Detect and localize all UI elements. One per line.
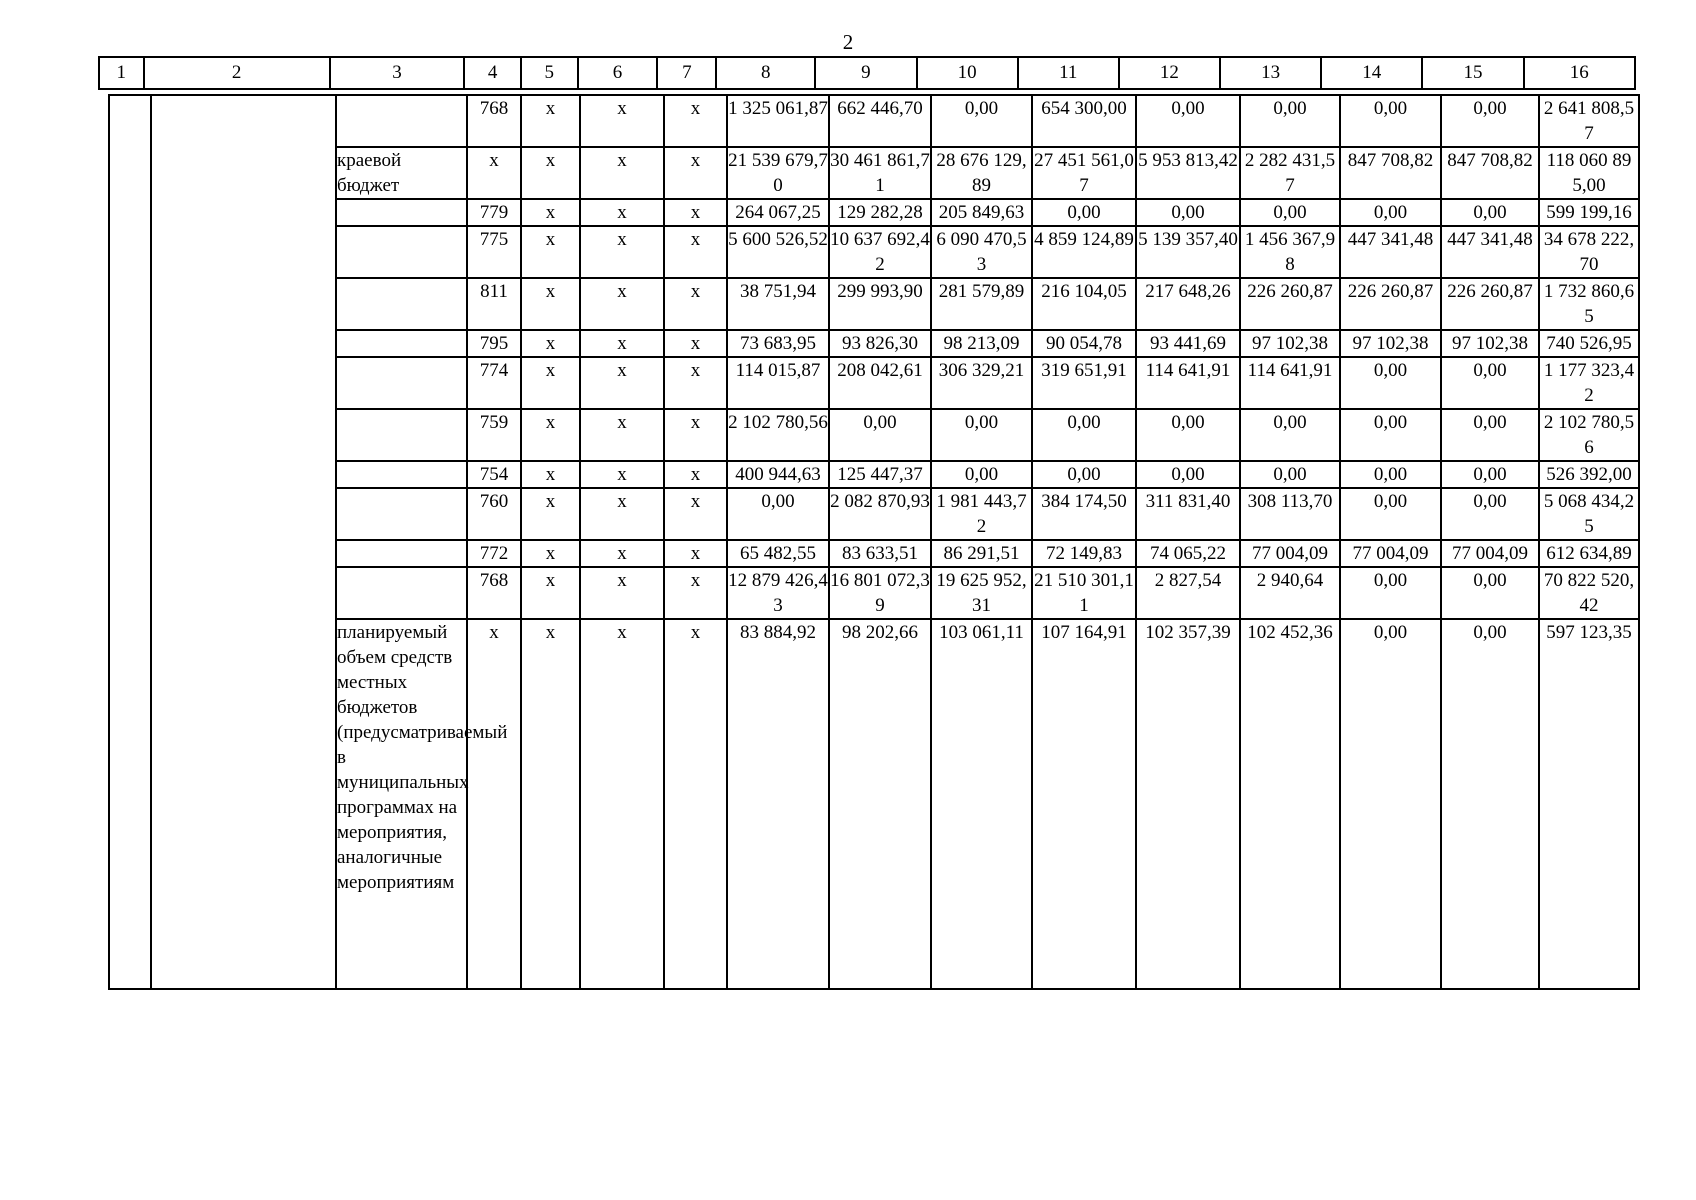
value-cell-col-9: 98 202,66 <box>829 619 931 989</box>
value-cell-col-11: 384 174,50 <box>1032 488 1136 540</box>
value-cell-col-14: 0,00 <box>1340 357 1441 409</box>
table-row <box>109 199 1639 226</box>
col-7-cell: x <box>664 95 727 147</box>
value-cell-col-13: 308 113,70 <box>1240 488 1340 540</box>
budget-source-cell <box>336 409 467 461</box>
value-cell-col-10: 6 090 470,53 <box>931 226 1032 278</box>
value-cell-col-11: 0,00 <box>1032 199 1136 226</box>
value-cell-col-16: 2 641 808,57 <box>1539 95 1639 147</box>
value-cell-col-12: 5 953 813,42 <box>1136 147 1240 199</box>
value-cell-col-13: 1 456 367,98 <box>1240 226 1340 278</box>
value-cell-col-14: 0,00 <box>1340 409 1441 461</box>
value-cell-col-9: 299 993,90 <box>829 278 931 330</box>
column-header-10: 10 <box>917 57 1018 89</box>
code-cell: 811 <box>467 278 521 330</box>
value-cell-col-16: 34 678 222,70 <box>1539 226 1639 278</box>
value-cell-col-11: 21 510 301,11 <box>1032 567 1136 619</box>
value-cell-col-12: 0,00 <box>1136 95 1240 147</box>
value-cell-col-12: 0,00 <box>1136 199 1240 226</box>
value-cell-col-10: 205 849,63 <box>931 199 1032 226</box>
table-row <box>109 330 1639 357</box>
value-cell-col-9: 10 637 692,42 <box>829 226 931 278</box>
value-cell-col-13: 77 004,09 <box>1240 540 1340 567</box>
value-cell-col-8: 400 944,63 <box>727 461 829 488</box>
value-cell-col-14: 226 260,87 <box>1340 278 1441 330</box>
value-cell-col-12: 2 827,54 <box>1136 567 1240 619</box>
value-cell-col-12: 0,00 <box>1136 461 1240 488</box>
value-cell-col-8: 65 482,55 <box>727 540 829 567</box>
column-header-5: 5 <box>521 57 578 89</box>
value-cell-col-11: 0,00 <box>1032 409 1136 461</box>
col-6-cell: x <box>580 488 664 540</box>
col-5-cell: x <box>521 567 580 619</box>
value-cell-col-9: 208 042,61 <box>829 357 931 409</box>
column-header-12: 12 <box>1119 57 1220 89</box>
page-number: 2 <box>842 30 854 54</box>
value-cell-col-16: 1 177 323,42 <box>1539 357 1639 409</box>
table-row <box>109 409 1639 461</box>
budget-source-cell <box>336 461 467 488</box>
col-7-cell: x <box>664 488 727 540</box>
column-header-7: 7 <box>657 57 716 89</box>
value-cell-col-9: 93 826,30 <box>829 330 931 357</box>
value-cell-col-9: 662 446,70 <box>829 95 931 147</box>
table-row <box>109 567 1639 619</box>
table-row <box>109 147 1639 199</box>
value-cell-col-9: 30 461 861,71 <box>829 147 931 199</box>
code-cell: x <box>467 147 521 199</box>
value-cell-col-11: 72 149,83 <box>1032 540 1136 567</box>
col-7-cell: x <box>664 147 727 199</box>
column-header-13: 13 <box>1220 57 1321 89</box>
value-cell-col-10: 281 579,89 <box>931 278 1032 330</box>
value-cell-col-13: 114 641,91 <box>1240 357 1340 409</box>
value-cell-col-16: 526 392,00 <box>1539 461 1639 488</box>
value-cell-col-14: 0,00 <box>1340 95 1441 147</box>
value-cell-col-15: 0,00 <box>1441 409 1539 461</box>
col-5-cell: x <box>521 199 580 226</box>
value-cell-col-14: 97 102,38 <box>1340 330 1441 357</box>
value-cell-col-8: 264 067,25 <box>727 199 829 226</box>
column-header-3: 3 <box>330 57 465 89</box>
table-row <box>109 461 1639 488</box>
value-cell-col-8: 0,00 <box>727 488 829 540</box>
col-5-cell: x <box>521 226 580 278</box>
value-cell-col-13: 0,00 <box>1240 95 1340 147</box>
value-cell-col-8: 38 751,94 <box>727 278 829 330</box>
column-header-row <box>99 57 1635 89</box>
value-cell-col-15: 847 708,82 <box>1441 147 1539 199</box>
column-header-6: 6 <box>578 57 658 89</box>
value-cell-col-16: 599 199,16 <box>1539 199 1639 226</box>
col-7-cell: x <box>664 409 727 461</box>
col-6-cell: x <box>580 540 664 567</box>
value-cell-col-12: 102 357,39 <box>1136 619 1240 989</box>
col-6-cell: x <box>580 147 664 199</box>
value-cell-col-16: 597 123,35 <box>1539 619 1639 989</box>
value-cell-col-14: 447 341,48 <box>1340 226 1441 278</box>
value-cell-col-10: 0,00 <box>931 461 1032 488</box>
value-cell-col-13: 2 282 431,57 <box>1240 147 1340 199</box>
value-cell-col-10: 306 329,21 <box>931 357 1032 409</box>
budget-source-cell <box>336 567 467 619</box>
col-6-cell: x <box>580 619 664 989</box>
code-cell: 754 <box>467 461 521 488</box>
code-cell: 760 <box>467 488 521 540</box>
value-cell-col-12: 114 641,91 <box>1136 357 1240 409</box>
value-cell-col-14: 77 004,09 <box>1340 540 1441 567</box>
col-6-cell: x <box>580 278 664 330</box>
value-cell-col-15: 0,00 <box>1441 567 1539 619</box>
table-row <box>109 95 1639 147</box>
value-cell-col-12: 311 831,40 <box>1136 488 1240 540</box>
col-6-cell: x <box>580 95 664 147</box>
col-5-cell: x <box>521 461 580 488</box>
budget-source-cell <box>336 330 467 357</box>
value-cell-col-8: 5 600 526,52 <box>727 226 829 278</box>
col-5-cell: x <box>521 278 580 330</box>
code-cell: 774 <box>467 357 521 409</box>
table-row <box>109 488 1639 540</box>
value-cell-col-15: 0,00 <box>1441 199 1539 226</box>
value-cell-col-13: 2 940,64 <box>1240 567 1340 619</box>
value-cell-col-16: 2 102 780,56 <box>1539 409 1639 461</box>
col-5-cell: x <box>521 488 580 540</box>
value-cell-col-15: 0,00 <box>1441 95 1539 147</box>
value-cell-col-11: 27 451 561,07 <box>1032 147 1136 199</box>
col-7-cell: x <box>664 199 727 226</box>
col-6-cell: x <box>580 567 664 619</box>
value-cell-col-10: 103 061,11 <box>931 619 1032 989</box>
col-5-cell: x <box>521 619 580 989</box>
column-header-15: 15 <box>1422 57 1523 89</box>
value-cell-col-13: 0,00 <box>1240 461 1340 488</box>
col-6-cell: x <box>580 461 664 488</box>
code-cell: 759 <box>467 409 521 461</box>
col-5-cell: x <box>521 147 580 199</box>
value-cell-col-15: 0,00 <box>1441 619 1539 989</box>
value-cell-col-9: 16 801 072,39 <box>829 567 931 619</box>
col-2-cell <box>151 95 336 989</box>
value-cell-col-11: 216 104,05 <box>1032 278 1136 330</box>
value-cell-col-15: 447 341,48 <box>1441 226 1539 278</box>
col-7-cell: x <box>664 226 727 278</box>
budget-source-cell <box>336 199 467 226</box>
column-header-8: 8 <box>716 57 815 89</box>
value-cell-col-16: 70 822 520,42 <box>1539 567 1639 619</box>
code-cell: x <box>467 619 521 989</box>
col-7-cell: x <box>664 278 727 330</box>
budget-source-cell <box>336 278 467 330</box>
budget-source-cell: краевой бюджет <box>336 147 467 199</box>
value-cell-col-15: 97 102,38 <box>1441 330 1539 357</box>
value-cell-col-16: 1 732 860,65 <box>1539 278 1639 330</box>
code-cell: 795 <box>467 330 521 357</box>
code-cell: 768 <box>467 95 521 147</box>
budget-source-cell <box>336 488 467 540</box>
value-cell-col-10: 19 625 952,31 <box>931 567 1032 619</box>
col-5-cell: x <box>521 409 580 461</box>
code-cell: 779 <box>467 199 521 226</box>
value-cell-col-8: 73 683,95 <box>727 330 829 357</box>
col-5-cell: x <box>521 540 580 567</box>
col-5-cell: x <box>521 95 580 147</box>
col-6-cell: x <box>580 357 664 409</box>
col-5-cell: x <box>521 330 580 357</box>
value-cell-col-11: 90 054,78 <box>1032 330 1136 357</box>
col-7-cell: x <box>664 540 727 567</box>
budget-source-cell <box>336 226 467 278</box>
value-cell-col-9: 2 082 870,93 <box>829 488 931 540</box>
column-header-2: 2 <box>144 57 330 89</box>
value-cell-col-13: 102 452,36 <box>1240 619 1340 989</box>
col-7-cell: x <box>664 330 727 357</box>
value-cell-col-13: 226 260,87 <box>1240 278 1340 330</box>
value-cell-col-14: 0,00 <box>1340 619 1441 989</box>
value-cell-col-8: 83 884,92 <box>727 619 829 989</box>
column-header-9: 9 <box>815 57 916 89</box>
value-cell-col-10: 86 291,51 <box>931 540 1032 567</box>
code-cell: 775 <box>467 226 521 278</box>
value-cell-col-8: 12 879 426,43 <box>727 567 829 619</box>
column-header-1: 1 <box>99 57 144 89</box>
col-6-cell: x <box>580 330 664 357</box>
value-cell-col-15: 0,00 <box>1441 488 1539 540</box>
col-6-cell: x <box>580 199 664 226</box>
column-header-4: 4 <box>464 57 521 89</box>
col-6-cell: x <box>580 226 664 278</box>
value-cell-col-8: 1 325 061,87 <box>727 95 829 147</box>
col-7-cell: x <box>664 619 727 989</box>
value-cell-col-11: 319 651,91 <box>1032 357 1136 409</box>
value-cell-col-14: 0,00 <box>1340 199 1441 226</box>
value-cell-col-12: 5 139 357,40 <box>1136 226 1240 278</box>
budget-source-cell: планируемый объем средств местных бюджетов (предусматриваемый в муниципальных программах на мероприятия, аналогичные мероприятиям <box>336 619 467 989</box>
col-5-cell: x <box>521 357 580 409</box>
col-1-cell <box>109 95 151 989</box>
value-cell-col-15: 77 004,09 <box>1441 540 1539 567</box>
value-cell-col-10: 0,00 <box>931 95 1032 147</box>
value-cell-col-15: 0,00 <box>1441 461 1539 488</box>
value-cell-col-13: 97 102,38 <box>1240 330 1340 357</box>
value-cell-col-11: 107 164,91 <box>1032 619 1136 989</box>
value-cell-col-14: 0,00 <box>1340 488 1441 540</box>
budget-source-cell <box>336 540 467 567</box>
table-row <box>109 357 1639 409</box>
column-header-14: 14 <box>1321 57 1422 89</box>
value-cell-col-11: 4 859 124,89 <box>1032 226 1136 278</box>
value-cell-col-11: 654 300,00 <box>1032 95 1136 147</box>
value-cell-col-10: 28 676 129,89 <box>931 147 1032 199</box>
value-cell-col-16: 612 634,89 <box>1539 540 1639 567</box>
column-header-16: 16 <box>1524 57 1635 89</box>
value-cell-col-8: 114 015,87 <box>727 357 829 409</box>
value-cell-col-8: 2 102 780,56 <box>727 409 829 461</box>
table-row <box>109 540 1639 567</box>
value-cell-col-8: 21 539 679,70 <box>727 147 829 199</box>
table-row <box>109 619 1639 989</box>
value-cell-col-10: 0,00 <box>931 409 1032 461</box>
value-cell-col-15: 226 260,87 <box>1441 278 1539 330</box>
value-cell-col-14: 0,00 <box>1340 567 1441 619</box>
value-cell-col-16: 740 526,95 <box>1539 330 1639 357</box>
column-header-11: 11 <box>1018 57 1119 89</box>
value-cell-col-12: 93 441,69 <box>1136 330 1240 357</box>
value-cell-col-14: 847 708,82 <box>1340 147 1441 199</box>
value-cell-col-12: 0,00 <box>1136 409 1240 461</box>
table-row <box>109 278 1639 330</box>
value-cell-col-9: 129 282,28 <box>829 199 931 226</box>
budget-source-cell <box>336 357 467 409</box>
value-cell-col-9: 0,00 <box>829 409 931 461</box>
table-row <box>109 226 1639 278</box>
budget-source-cell <box>336 95 467 147</box>
code-cell: 772 <box>467 540 521 567</box>
value-cell-col-14: 0,00 <box>1340 461 1441 488</box>
value-cell-col-11: 0,00 <box>1032 461 1136 488</box>
value-cell-col-12: 74 065,22 <box>1136 540 1240 567</box>
value-cell-col-9: 125 447,37 <box>829 461 931 488</box>
code-cell: 768 <box>467 567 521 619</box>
col-7-cell: x <box>664 461 727 488</box>
value-cell-col-16: 5 068 434,25 <box>1539 488 1639 540</box>
value-cell-col-16: 118 060 895,00 <box>1539 147 1639 199</box>
value-cell-col-10: 1 981 443,72 <box>931 488 1032 540</box>
value-cell-col-10: 98 213,09 <box>931 330 1032 357</box>
value-cell-col-13: 0,00 <box>1240 199 1340 226</box>
col-7-cell: x <box>664 357 727 409</box>
column-header-table <box>98 56 1636 90</box>
value-cell-col-15: 0,00 <box>1441 357 1539 409</box>
value-cell-col-12: 217 648,26 <box>1136 278 1240 330</box>
col-7-cell: x <box>664 567 727 619</box>
col-6-cell: x <box>580 409 664 461</box>
value-cell-col-9: 83 633,51 <box>829 540 931 567</box>
value-cell-col-13: 0,00 <box>1240 409 1340 461</box>
budget-table <box>108 94 1640 990</box>
